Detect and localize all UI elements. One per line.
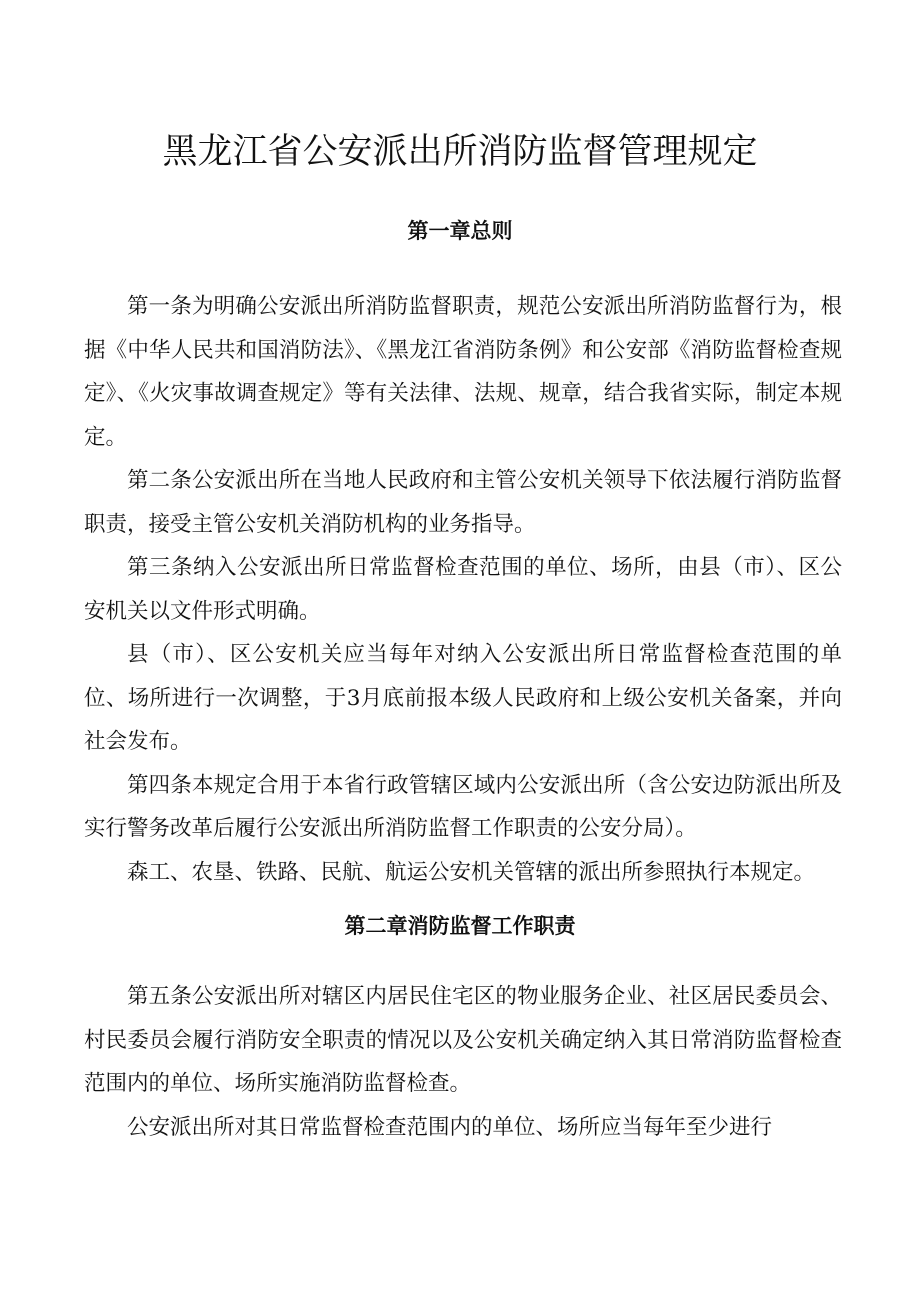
article-3-paragraph-2: 县（市）、区公安机关应当每年对纳入公安派出所日常监督检查范围的单位、场所进行一次调整，于3月底前报本级人民政府和上级公安机关备案，并向社会发布。	[84, 642, 842, 754]
article-2: 第二条公安派出所在当地人民政府和主管公安机关领导下依法履行消防监督职责，接受主管公安机关消防机构的业务指导。	[84, 468, 842, 537]
article-5: 第五条公安派出所对辖区内居民住宅区的物业服务企业、社区居民委员会、村民委员会履行消防安全职责的情况以及公安机关确定纳入其日常消防监督检查范围内的单位、场所实施消防监督检查。	[84, 984, 842, 1096]
chapter-1-body	[84, 285, 842, 894]
document-title: 黑龙江省公安派出所消防监督管理规定	[162, 132, 758, 172]
article-4-paragraph-2: 森工、农垦、铁路、民航、航运公安机关管辖的派出所参照执行本规定。	[127, 859, 816, 885]
article-4: 第四条本规定合用于本省行政管辖区域内公安派出所（含公安边防派出所及实行警务改革后履行公安派出所消防监督工作职责的公安分局）。	[84, 772, 842, 841]
article-1: 第一条为明确公安派出所消防监督职责，规范公安派出所消防监督行为，根据《中华人民共和国消防法》、《黑龙江省消防条例》和公安部《消防监督检查规定》、《火灾事故调查规定》等有关法律、法规、规章，结合我省实际，制定本规定。	[84, 294, 842, 450]
chapter-2-body	[84, 975, 842, 1149]
chapter-heading-1: 第一章总则	[407, 218, 513, 243]
article-3: 第三条纳入公安派出所日常监督检查范围的单位、场所，由县（市）、区公安机关以文件形式明确。	[84, 555, 842, 624]
chapter-heading-2: 第二章消防监督工作职责	[344, 913, 576, 938]
article-5-paragraph-2: 公安派出所对其日常监督检查范围内的单位、场所应当每年至少进行	[127, 1114, 773, 1140]
